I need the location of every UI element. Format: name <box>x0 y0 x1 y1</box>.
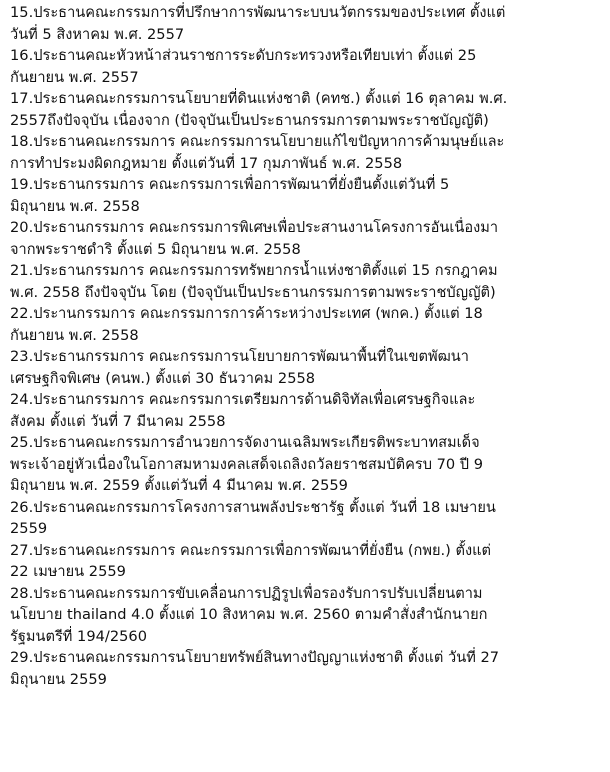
list-item-line <box>10 174 602 196</box>
item-text: ประธานกรรมการ คณะกรรมการเพื่อการพัฒนาที่ยั่งยืนตั้งแต่วันที่ 5 <box>33 176 450 193</box>
item-text: ประธานคณะกรรมการ คณะกรรมการนโยบายแก้ไขปัญหาการค้ามนุษย์และ <box>33 133 505 150</box>
item-text: ประานกรรมการ คณะกรรมการการค้าระหว่างประเทศ (พกค.) ตั้งแต่ 18 <box>33 305 483 322</box>
list-item-line <box>10 2 602 24</box>
list-item-21 <box>10 260 602 303</box>
item-number: 28. <box>10 584 34 602</box>
item-text: ประธานคณะกรรมการขับเคลื่อนการปฏิรูปเพื่อรองรับการปรับเปลี่ยนตาม <box>33 584 483 602</box>
item-text: ประธานคณะกรรมการโครงการสานพลังประชารัฐ ตั้งแต่ วันที่ 18 เมษายน <box>33 498 496 516</box>
item-text: ประธานกรรมการ คณะกรรมการนโยบายการพัฒนาพื้นที่ในเขตพัฒนา <box>33 348 469 365</box>
list-item-line: วันที่ 5 สิงหาคม พ.ศ. 2557 <box>10 25 185 43</box>
list-item-line <box>10 583 602 605</box>
list-item-line <box>10 260 602 282</box>
list-item-line: มิถุนายน 2559 <box>10 670 107 688</box>
list-item-26 <box>10 497 602 540</box>
list-item-line <box>10 217 602 239</box>
item-number: 24. <box>10 391 34 408</box>
item-number: 17. <box>10 90 34 107</box>
item-text: ประธานคณะกรรมการอำนวยการจัดงานเฉลิมพระเกียรติพระบาทสมเด็จ <box>33 434 480 451</box>
list-item-line <box>10 45 602 67</box>
item-text: ประธานคณะกรรมการนโยบายทรัพย์สินทางปัญญาแห่งชาติ ตั้งแต่ วันที่ 27 <box>33 649 500 666</box>
list-item-line: รัฐมนตรีที่ 194/2560 <box>10 627 147 645</box>
item-number: 23. <box>10 348 34 365</box>
list-item-line <box>10 346 602 368</box>
list-item-line <box>10 131 602 153</box>
item-text: ประธานกรรมการ คณะกรรมการพิเศษเพื่อประสานงานโครงการอันเนื่องมา <box>33 219 499 236</box>
item-number: 20. <box>10 219 34 236</box>
list-item-line: พระเจ้าอยู่หัวเนื่องในโอกาสมหามงคลเสด็จเถลิงถวัลยราชสมบัติครบ 70 ปี 9 <box>10 455 483 473</box>
list-item-line: 2559 <box>10 520 48 537</box>
item-number: 29. <box>10 649 34 666</box>
list-item-line: พ.ศ. 2558 ถึงปัจจุบัน โดย (ปัจจุบันเป็นประธานกรรมการตามพระราชบัญญัติ) <box>10 283 496 301</box>
list-item-17 <box>10 88 602 131</box>
item-number: 16. <box>10 47 34 64</box>
item-number: 25. <box>10 434 34 451</box>
list-item-line <box>10 647 602 669</box>
list-item-24 <box>10 389 602 432</box>
item-number: 15. <box>10 4 34 21</box>
list-item-line: จากพระราชดำริ ตั้งแต่ 5 มิถุนายน พ.ศ. 2558 <box>10 240 301 258</box>
list-item-line: เศรษฐกิจพิเศษ (คนพ.) ตั้งแต่ 30 ธันวาคม 2558 <box>10 369 316 387</box>
list-item-15 <box>10 2 602 45</box>
list-item-line: สังคม ตั้งแต่ วันที่ 7 มีนาคม 2558 <box>10 412 226 430</box>
list-item-line <box>10 88 602 110</box>
list-item-line: กันยายน พ.ศ. 2558 <box>10 326 139 344</box>
list-item-line <box>10 389 602 411</box>
item-text: ประธานคณะกรรมการที่ปรึกษาการพัฒนาระบบนวัตกรรมของประเทศ ตั้งแต่ <box>33 4 506 21</box>
list-item-line: นโยบาย thailand 4.0 ตั้งแต่ 10 สิงหาคม พ.ศ. 2560 ตามคำสั่งสำนักนายก <box>10 606 488 623</box>
list-item-16 <box>10 45 602 88</box>
item-number: 27. <box>10 541 34 559</box>
list-item-28 <box>10 583 602 648</box>
item-text: ประธานคณะหัวหน้าส่วนราชการระดับกระทรวงหรือเทียบเท่า ตั้งแต่ 25 <box>33 47 477 64</box>
item-text: ประธานคณะกรรมการ คณะกรรมการเพื่อการพัฒนาที่ยั่งยืน (กพย.) ตั้งแต่ <box>33 541 491 559</box>
list-item-25 <box>10 432 602 497</box>
document-body <box>10 2 602 690</box>
item-number: 21. <box>10 262 34 279</box>
item-number: 18. <box>10 133 34 150</box>
list-item-line: การทำประมงผิดกฎหมาย ตั้งแต่วันที่ 17 กุมภาพันธ์ พ.ศ. 2558 <box>10 154 403 172</box>
list-item-18 <box>10 131 602 174</box>
list-item-19 <box>10 174 602 217</box>
item-text: ประธานคณะกรรมการนโยบายที่ดินแห่งชาติ (คทช.) ตั้งแต่ 16 ตุลาคม พ.ศ. <box>33 90 508 107</box>
list-item-line: 22 เมษายน 2559 <box>10 563 126 580</box>
item-number: 26. <box>10 498 34 516</box>
list-item-line <box>10 540 602 562</box>
list-item-22 <box>10 303 602 346</box>
list-item-23 <box>10 346 602 389</box>
list-item-line: มิถุนายน พ.ศ. 2559 ตั้งแต่วันที่ 4 มีนาคม พ.ศ. 2559 <box>10 477 348 494</box>
list-item-27 <box>10 540 602 583</box>
list-item-line <box>10 497 602 519</box>
list-item-line <box>10 432 602 454</box>
item-number: 19. <box>10 176 34 193</box>
item-text: ประธานกรรมการ คณะกรรมการเตรียมการด้านดิจิทัลเพื่อเศรษฐกิจและ <box>33 391 476 408</box>
list-item-line: กันยายน พ.ศ. 2557 <box>10 68 139 86</box>
list-item-20 <box>10 217 602 260</box>
item-number: 22. <box>10 305 34 322</box>
list-item-29 <box>10 647 602 690</box>
list-item-line <box>10 303 602 325</box>
list-item-line: มิถุนายน พ.ศ. 2558 <box>10 197 140 215</box>
item-text: ประธานกรรมการ คณะกรรมการทรัพยากรน้ำแห่งชาติตั้งแต่ 15 กรกฎาคม <box>33 262 498 279</box>
list-item-line: 2557ถึงปัจจุบัน เนื่องจาก (ปัจจุบันเป็นประธานกรรมการตามพระราชบัญญัติ) <box>10 111 489 129</box>
